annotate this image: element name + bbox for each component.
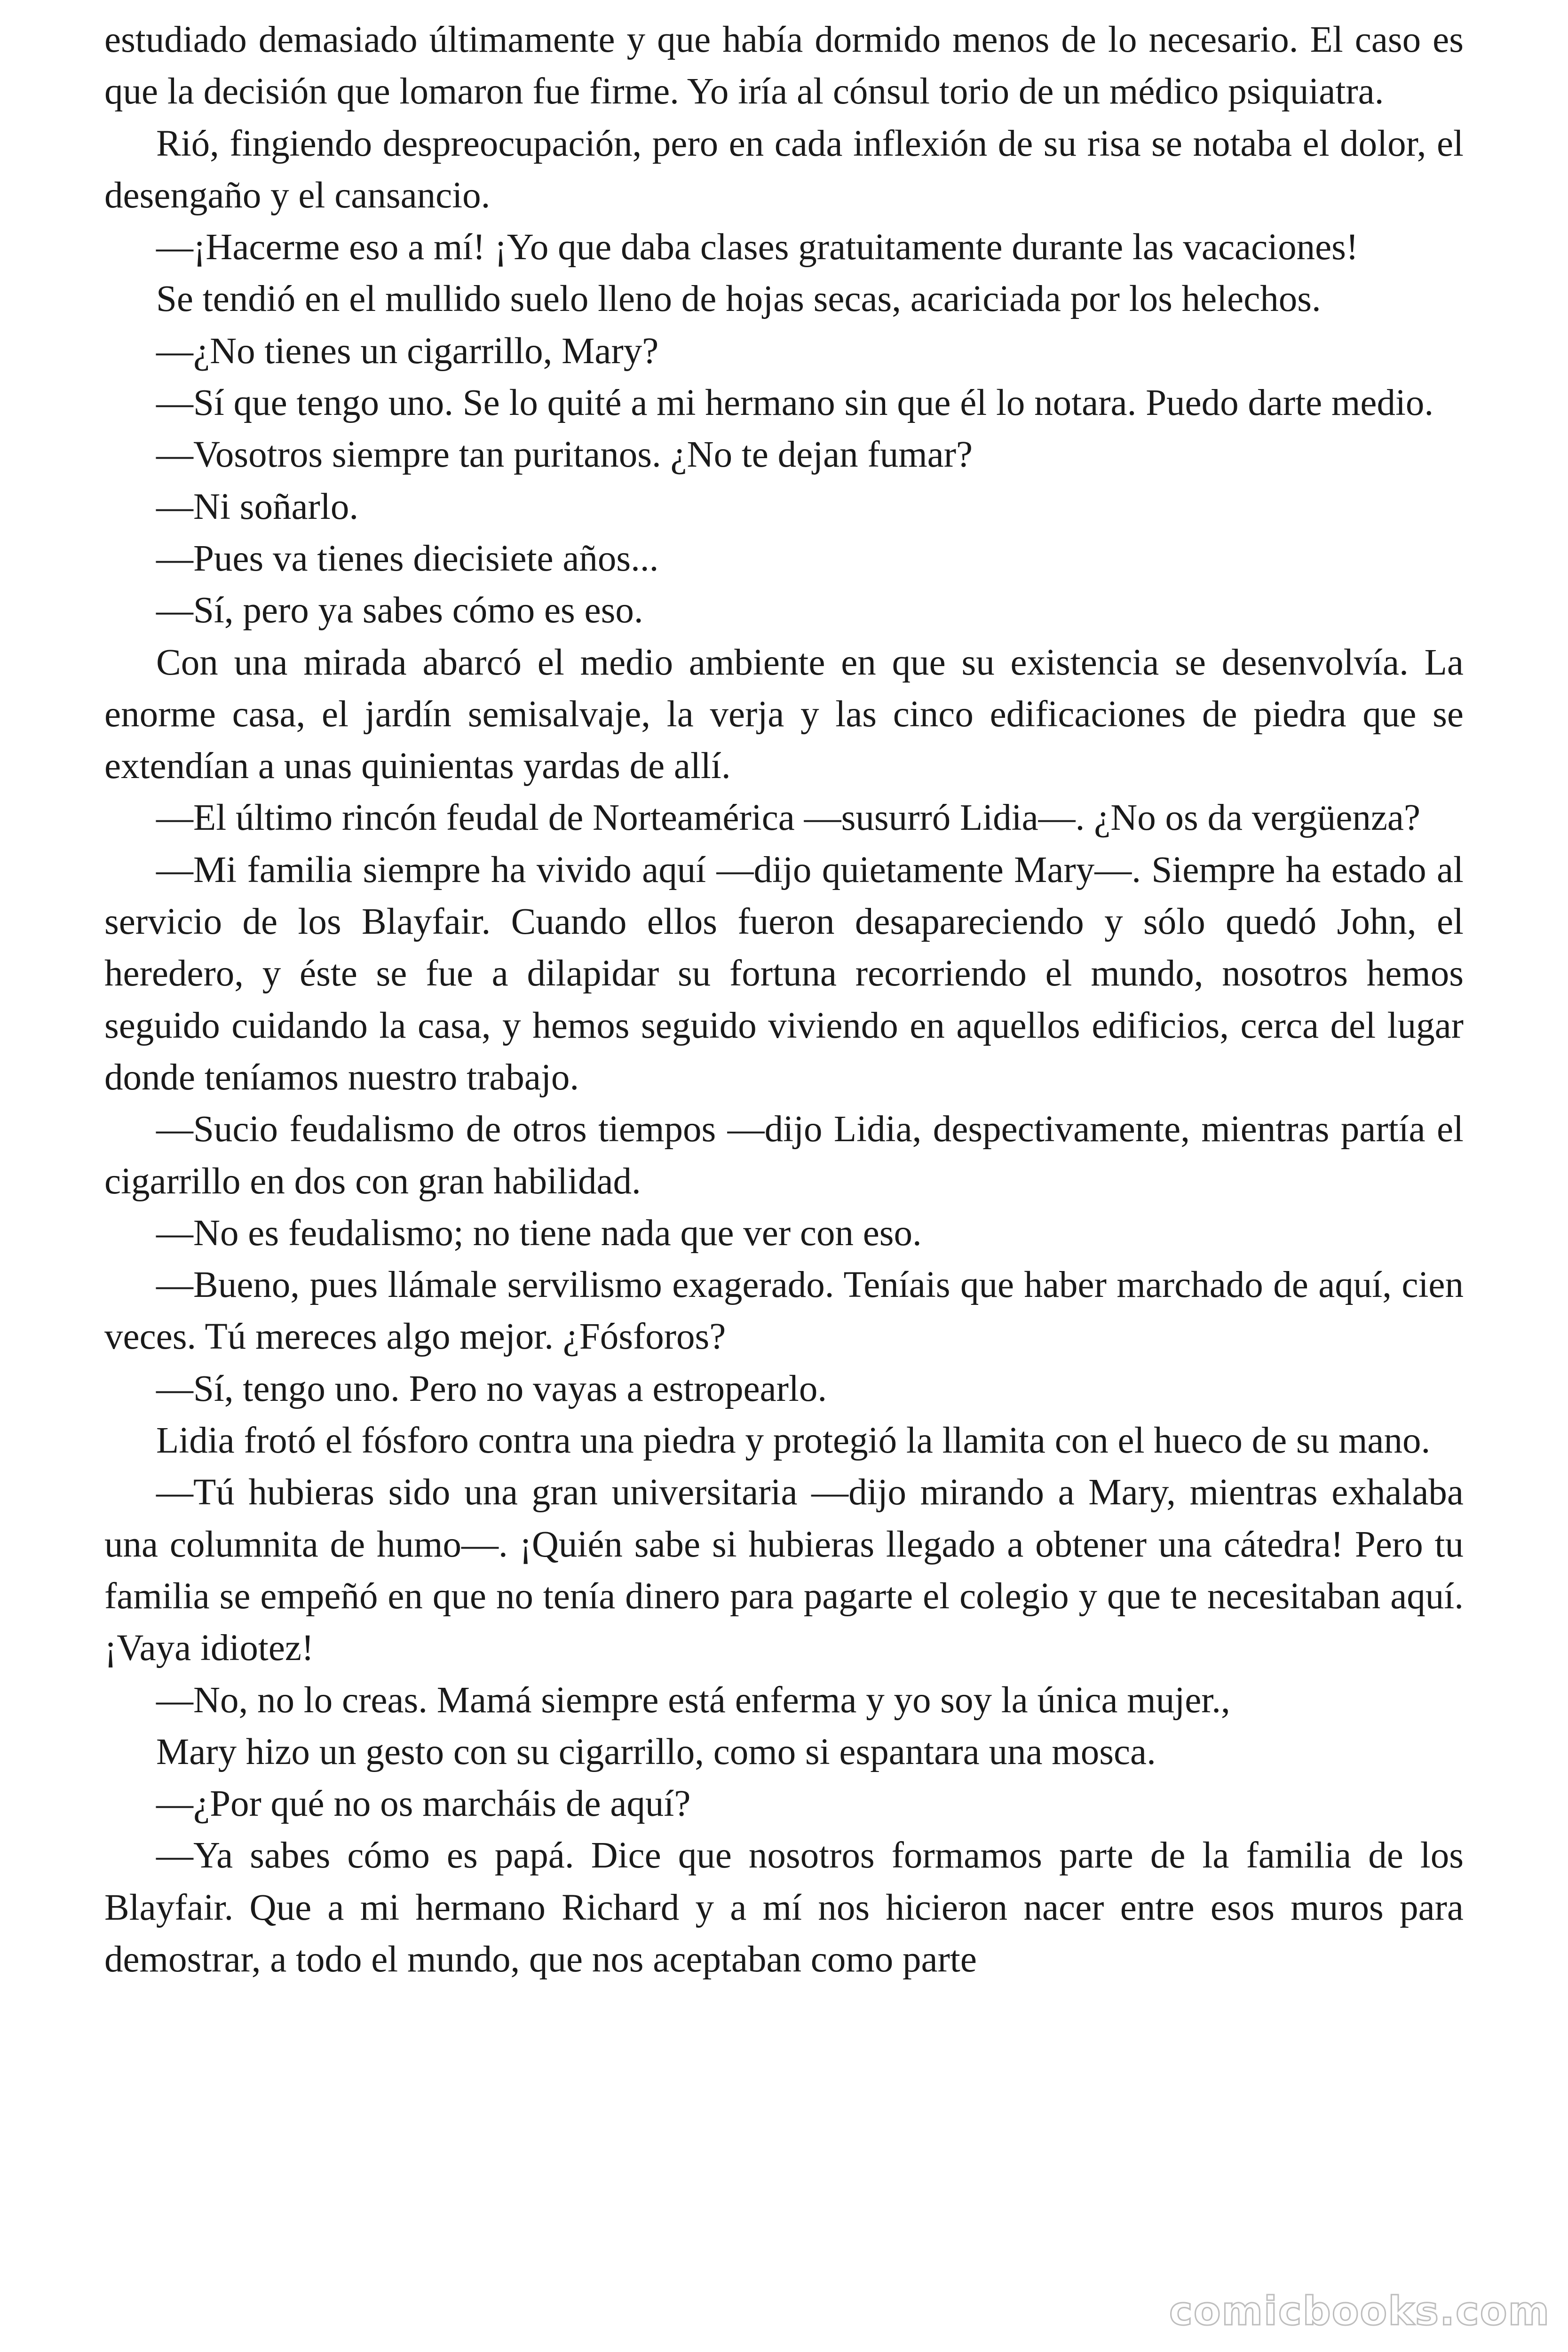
paragraph: Rió, fingiendo despreocupación, pero en cada inflexión de su risa se notaba el dolor, el desengaño y el cansancio. bbox=[104, 123, 1464, 216]
paragraph: Se tendió en el mullido suelo lleno de hojas secas, acariciada por los helechos. bbox=[156, 278, 1321, 320]
paragraph: —Bueno, pues llámale servilismo exagerado. Teníais que haber marchado de aquí, cien veces. Tú mereces algo mejor. ¿Fósforos? bbox=[104, 1264, 1464, 1358]
paragraph: —¿No tienes un cigarrillo, Mary? bbox=[156, 330, 659, 372]
paragraph: —Tú hubieras sido una gran universitaria —dijo mirando a Mary, mientras exhalaba una columnita de humo—. ¡Quién sabe si hubieras llegado a obtener una cátedra! Pero tu familia se empeñó en que no tenía dinero para pagarte el colegio y que te necesitaban aquí. ¡Vaya idiotez! bbox=[104, 1472, 1464, 1669]
paragraph: —¿Por qué no os marcháis de aquí? bbox=[156, 1783, 691, 1825]
paragraph: —Sí, tengo uno. Pero no vayas a estropearlo. bbox=[156, 1368, 827, 1409]
paragraph: —No es feudalismo; no tiene nada que ver con eso. bbox=[156, 1212, 922, 1254]
watermark: comicbooks.com bbox=[1169, 2288, 1550, 2334]
paragraph: —Vosotros siempre tan puritanos. ¿No te dejan fumar? bbox=[156, 434, 973, 476]
paragraph: Lidia frotó el fósforo contra una piedra y protegió la llamita con el hueco de su mano. bbox=[156, 1420, 1431, 1462]
paragraph: —Sucio feudalismo de otros tiempos —dijo Lidia, despectivamente, mientras partía el cigarrillo en dos con gran habilidad. bbox=[104, 1109, 1464, 1202]
paragraph: —¡Hacerme eso a mí! ¡Yo que daba clases gratuitamente durante las vacaciones! bbox=[156, 227, 1359, 268]
paragraph: —Ya sabes cómo es papá. Dice que nosotros formamos parte de la familia de los Blayfair. Que a mi hermano Richard y a mí nos hicieron nacer entre esos muros para demostrar, a todo el mundo, que nos aceptaban como parte bbox=[104, 1835, 1464, 1980]
body-text bbox=[104, 14, 1464, 1986]
paragraph: —Sí que tengo uno. Se lo quité a mi hermano sin que él lo notara. Puedo darte medio. bbox=[156, 382, 1434, 424]
paragraph: Mary hizo un gesto con su cigarrillo, como si espantara una mosca. bbox=[156, 1731, 1156, 1772]
paragraph: estudiado demasiado últimamente y que había dormido menos de lo necesario. El caso es que la decisión que lomaron fue firme. Yo iría al cónsul torio de un médico psiquiatra. bbox=[104, 19, 1464, 112]
paragraph: —Pues va tienes diecisiete años... bbox=[156, 538, 659, 579]
paragraph: —No, no lo creas. Mamá siempre está enferma y yo soy la única mujer., bbox=[156, 1679, 1230, 1721]
paragraph: Con una mirada abarcó el medio ambiente en que su existencia se desenvolvía. La enorme casa, el jardín semisalvaje, la verja y las cinco edificaciones de piedra que se extendían a unas quinientas yardas de allí. bbox=[104, 642, 1464, 787]
paragraph: —El último rincón feudal de Norteamérica —susurró Lidia—. ¿No os da vergüenza? bbox=[156, 797, 1421, 839]
paragraph: —Sí, pero ya sabes cómo es eso. bbox=[156, 590, 643, 631]
paragraph: —Ni soñarlo. bbox=[156, 486, 359, 527]
paragraph: —Mi familia siempre ha vivido aquí —dijo quietamente Mary—. Siempre ha estado al servicio de los Blayfair. Cuando ellos fueron desapareciendo y sólo quedó John, el heredero, y éste se fue a dilapidar su fortuna recorriendo el mundo, nosotros hemos seguido cuidando la casa, y hemos seguido viviendo en aquellos edificios, cerca del lugar donde teníamos nuestro trabajo. bbox=[104, 849, 1464, 1098]
